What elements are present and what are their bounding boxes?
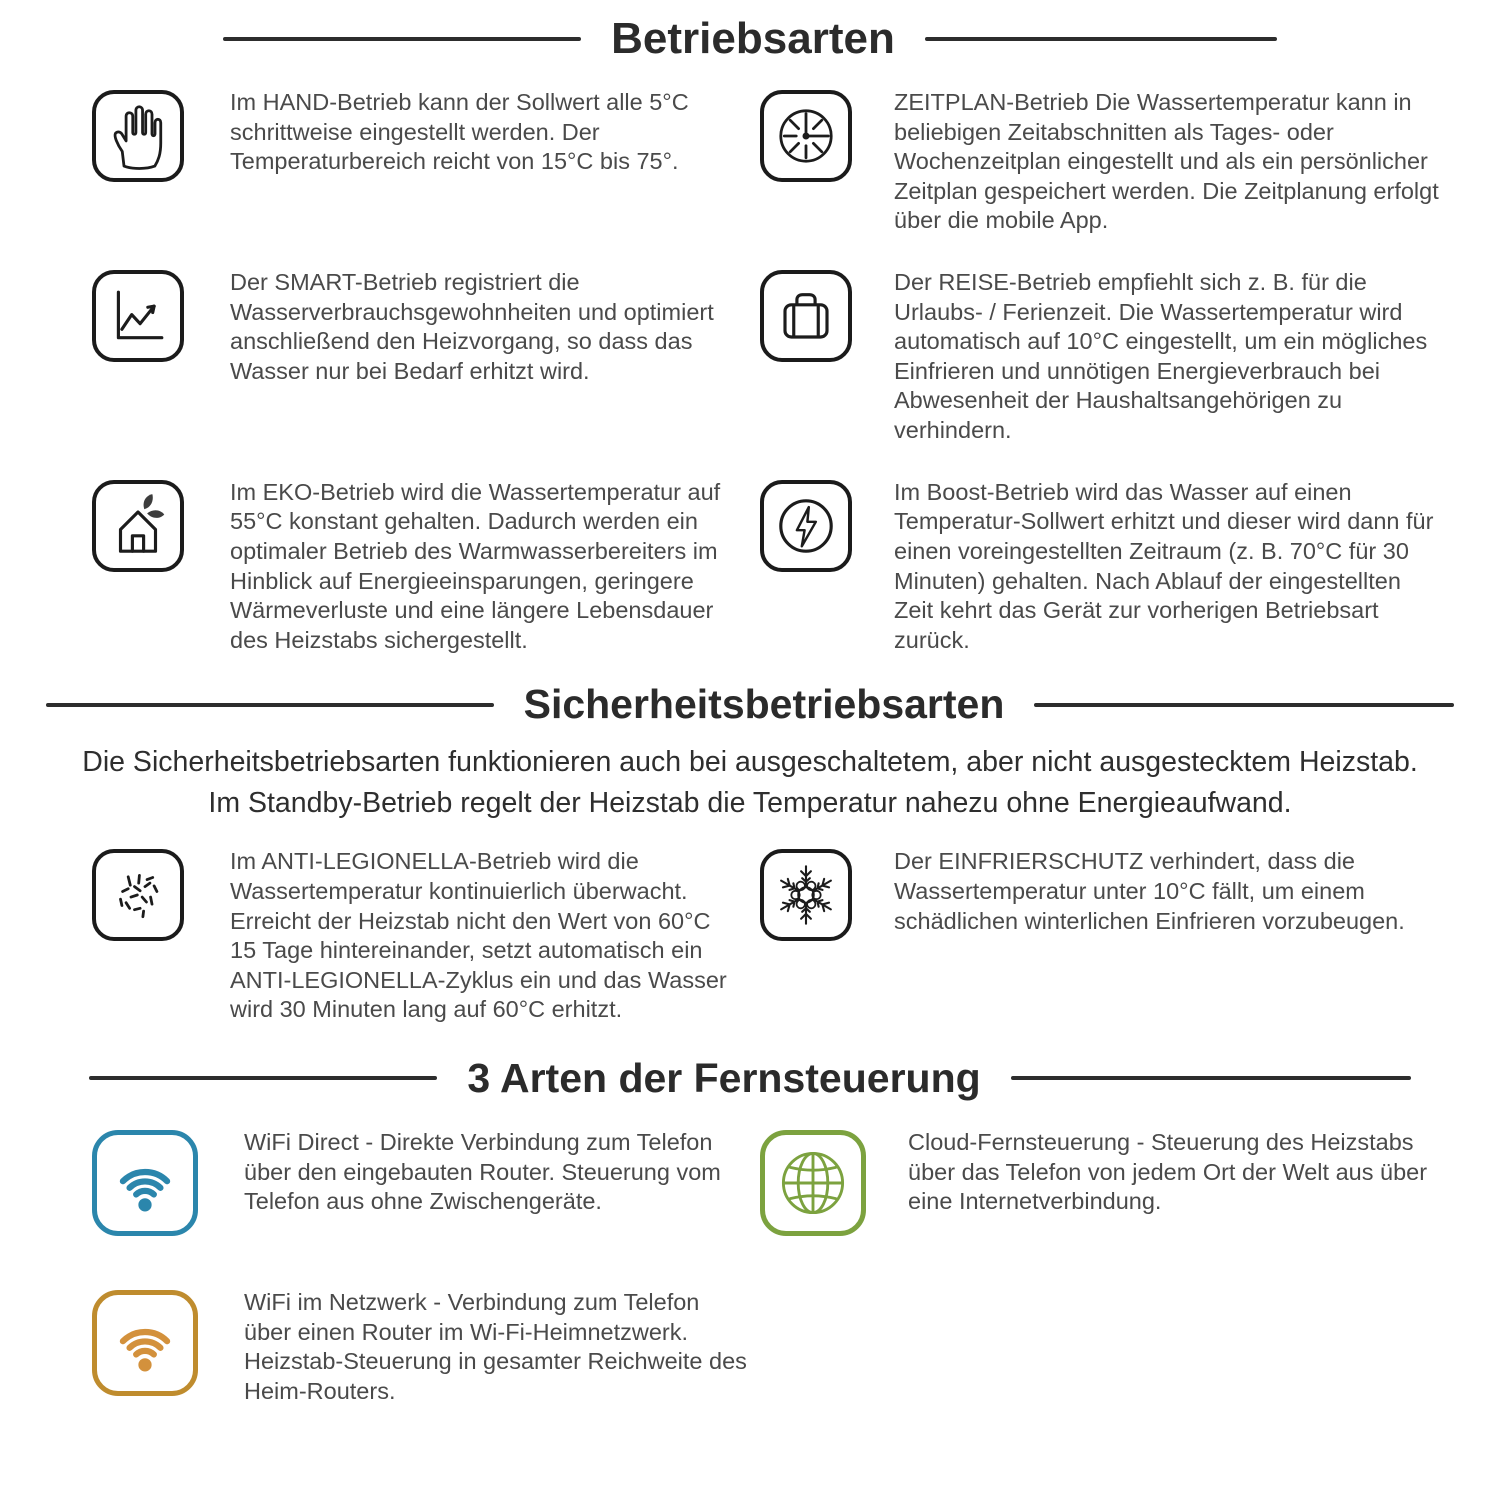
boost-bolt-icon [760,480,852,572]
empty-cell [760,1288,1470,1406]
safety-item-einfrierschutz [760,847,1470,1025]
mode-item-text: Der SMART-Betrieb registriert die Wasserverbrauchsgewohnheiten und optimiert anschließend den Heizvorgang, so dass das Wasser nur bei Bedarf erhitzt wird. [230,269,714,384]
section-title-fernsteuerung: 3 Arten der Fernsteuerung [467,1054,981,1101]
mode-item-reise [760,268,1470,446]
header-rule-left [223,37,581,41]
mode-item-boost [760,478,1470,656]
snowflake-icon [760,849,852,941]
section-header-sicherheit [0,681,1500,728]
safety-intro-text: Die Sicherheitsbetriebsarten funktionieren auch bei ausgeschaltetem, aber nicht ausgestecktem Heizstab. Im Standby-Betrieb regelt der Heizstab die Temperatur nahezu ohne Energieaufwand. [82,746,1418,819]
header-rule-right [1034,703,1454,707]
safety-item-text: Der EINFRIERSCHUTZ verhindert, dass die Wassertemperatur unter 10°C fällt, um einem schädlichen winterlichen Einfrieren vorzubeugen. [894,848,1405,934]
mode-item-zeitplan [760,88,1470,236]
mode-item-text: ZEITPLAN-Betrieb Die Wassertemperatur kann in beliebigen Zeitabschnitten als Tages- oder Wochenzeitplan eingestellt und als ein persönlicher Zeitplan gespeichert werden. Die Zeitplanung erfolgt über die mobile App. [894,89,1439,234]
mode-item-text: Im Boost-Betrieb wird das Wasser auf einen Temperatur-Sollwert erhitzt und dieser wird dann für einen voreingestellten Zeitraum (z. B. 70°C für 30 Minuten) gehalten. Nach Ablauf der eingestellten Zeit kehrt das Gerät zur vorherigen Betriebsart zurück. [894,478,1434,653]
mode-item-hand [92,88,760,236]
globe-icon [760,1130,866,1236]
header-rule-right [1011,1076,1411,1080]
mode-item-text: Im HAND-Betrieb kann der Sollwert alle 5°C schrittweise eingestellt werden. Der Temperaturbereich reicht von 15°C bis 75°. [230,89,689,175]
fernsteuerung-grid [0,1128,1500,1406]
mode-item-text: Der REISE-Betrieb empfiehlt sich z. B. für die Urlaubs- / Ferienzeit. Die Wassertemperatur wird automatisch auf 10°C eingestellt, um ein mögliches Einfrieren und unnötigen Energieverbrauch bei Abwesenheit der Haushaltsangehörigen zu verhindern. [894,269,1428,444]
section-header-fernsteuerung [0,1055,1500,1102]
wifi-network-icon [92,1290,198,1396]
hand-icon [92,90,184,182]
chart-icon [92,270,184,362]
remote-item-wifi-direct [92,1128,760,1236]
remote-item-wifi-netzwerk [92,1288,760,1406]
betriebsarten-grid [0,88,1500,655]
section-header-betriebsarten [0,14,1500,64]
section-title-sicherheit: Sicherheitsbetriebsarten [523,681,1005,728]
wifi-direct-icon [92,1130,198,1236]
header-rule-left [46,703,494,707]
clock-icon [760,90,852,182]
mode-item-text: Im EKO-Betrieb wird die Wassertemperatur auf 55°C konstant gehalten. Dadurch werden ein optimaler Betrieb des Warmwasserbereiters im Hinblick auf Energieeinsparungen, geringere Wärmeverluste und eine längere Lebensdauer des Heizstabs sichergestellt. [230,478,721,653]
header-rule-left [89,1076,437,1080]
sicherheit-grid [0,847,1500,1025]
remote-item-text: WiFi im Netzwerk - Verbindung zum Telefon über einen Router im Wi-Fi-Heimnetzwerk. Heizstab-Steuerung in gesamter Reichweite des Heim-Routers. [244,1288,747,1404]
remote-item-text: Cloud-Fernsteuerung - Steuerung des Heizstabs über das Telefon von jedem Ort der Welt aus über eine Internetverbindung. [908,1128,1428,1215]
header-rule-right [925,37,1277,41]
mode-item-smart [92,268,760,446]
eco-house-icon [92,480,184,572]
mode-item-eko [92,478,760,656]
safety-item-text: Im ANTI-LEGIONELLA-Betrieb wird die Wassertemperatur kontinuierlich überwacht. Erreicht der Heizstab nicht den Wert von 60°C 15 Tage hintereinander, setzt automatisch ein ANTI-LEGIONELLA-Zyklus ein und das Wasser wird 30 Minuten lang auf 60°C erhitzt. [230,848,727,1023]
remote-item-cloud [760,1128,1470,1236]
bacteria-icon [92,849,184,941]
safety-item-antilegionella [92,847,760,1025]
remote-item-text: WiFi Direct - Direkte Verbindung zum Telefon über den eingebauten Router. Steuerung vom Telefon aus ohne Zwischengeräte. [244,1128,721,1215]
page-title: Betriebsarten [611,14,895,63]
suitcase-icon [760,270,852,362]
